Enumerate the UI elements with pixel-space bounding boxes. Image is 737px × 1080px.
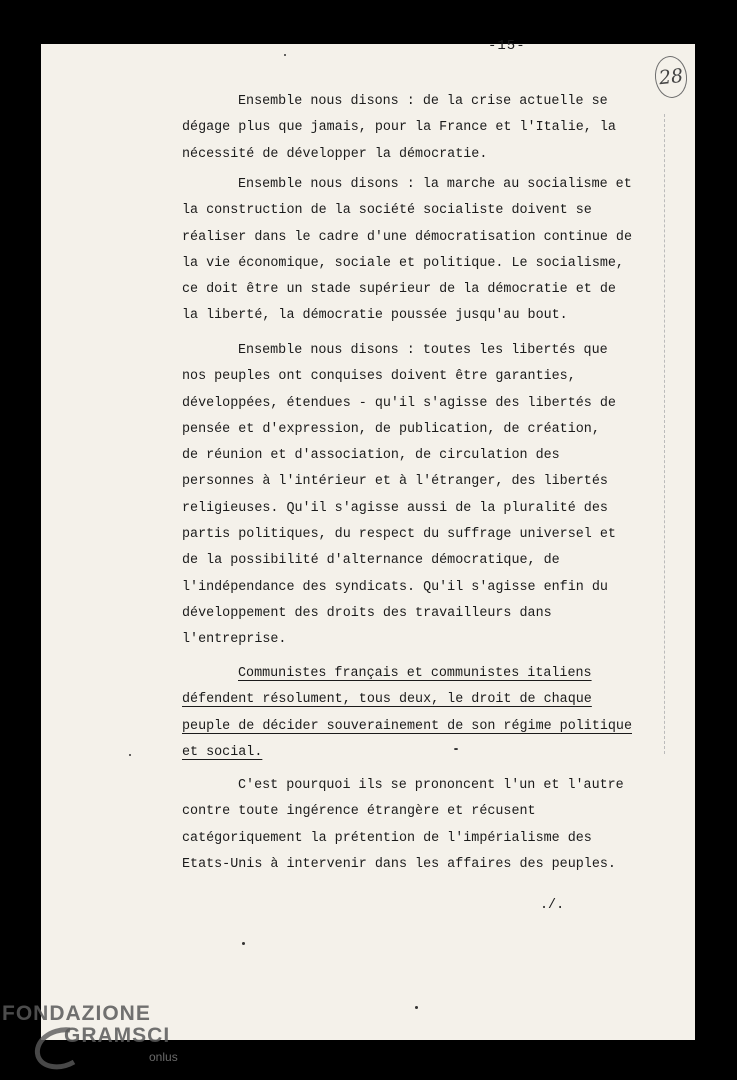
document-page (41, 38, 695, 1040)
archive-stamp: 28 (653, 54, 689, 99)
paragraph-line: l'indépendance des syndicats. Qu'il s'agisse enfin du (182, 579, 608, 595)
paragraph-line: de la possibilité d'alternance démocratique, de (182, 553, 560, 569)
margin-line (664, 114, 665, 754)
paragraph-line: Ensemble nous disons : toutes les libertés que (238, 343, 608, 358)
paragraph-line: développées, étendues - qu'il s'agisse des libertés de (182, 395, 616, 411)
paragraph-line: nos peuples ont conquises doivent être garanties, (182, 369, 576, 385)
paragraph-line: développement des droits des travailleurs dans (182, 605, 552, 621)
paragraph-line: partis politiques, du respect du suffrage universel et (182, 527, 616, 543)
paragraph-4-underlined (182, 661, 652, 766)
paragraph-3 (182, 338, 652, 654)
paragraph-line: pensée et d'expression, de publication, de création, (182, 421, 600, 437)
paragraph-line: de réunion et d'association, de circulation des (182, 448, 560, 464)
paragraph-5 (182, 773, 652, 878)
paragraph-line: nécessité de développer la démocratie. (182, 146, 488, 162)
paragraph-line: dégage plus que jamais, pour la France et l'Italie, la (182, 120, 616, 136)
paragraph-line: défendent résolument, tous deux, le droit de chaque (182, 692, 592, 708)
paragraph-line: contre toute ingérence étrangère et récusent (182, 804, 536, 820)
paragraph-line: C'est pourquoi ils se prononcent l'un et l'autre (238, 778, 624, 793)
watermark-suffix: onlus (149, 1050, 178, 1064)
paragraph-line: ce doit être un stade supérieur de la démocratie et de (182, 282, 616, 298)
paragraph-line: personnes à l'intérieur et à l'étranger, des libertés (182, 474, 608, 490)
watermark-line2: GRAMSCI (64, 1024, 171, 1047)
paragraph-1 (182, 89, 652, 168)
paper-speck (242, 942, 245, 945)
paragraph-line: réaliser dans le cadre d'une démocratisation continue de (182, 229, 632, 245)
paragraph-line: Etats-Unis à intervenir dans les affaires des peuples. (182, 856, 616, 872)
watermark-line1: FONDAZIONE (2, 1002, 151, 1025)
paragraph-line: et social. (182, 744, 263, 760)
paper-speck (284, 54, 286, 56)
paragraph-line: Communistes français et communistes italiens (238, 666, 592, 681)
paragraph-line: religieuses. Qu'il s'agisse aussi de la pluralité des (182, 500, 608, 516)
page-number: -15- (488, 38, 526, 54)
paragraph-line: Ensemble nous disons : de la crise actuelle se (238, 94, 608, 109)
paragraph-line: la construction de la société socialiste doivent se (182, 203, 592, 219)
paragraph-line: catégoriquement la prétention de l'impérialisme des (182, 830, 592, 846)
paper-speck (415, 1006, 418, 1009)
paragraph-line: la vie économique, sociale et politique. Le socialisme, (182, 255, 624, 271)
continuation-mark: ./. (540, 898, 565, 913)
paragraph-line: peuple de décider souverainement de son régime politique (182, 718, 632, 734)
paragraph-line: l'entreprise. (182, 632, 287, 648)
paper-speck (454, 748, 458, 750)
paragraph-2 (182, 172, 652, 330)
paper-speck (129, 754, 131, 756)
fondazione-gramsci-watermark (2, 996, 202, 1076)
paragraph-line: Ensemble nous disons : la marche au socialisme et (238, 177, 632, 192)
paragraph-line: la liberté, la démocratie poussée jusqu'au bout. (182, 308, 568, 324)
